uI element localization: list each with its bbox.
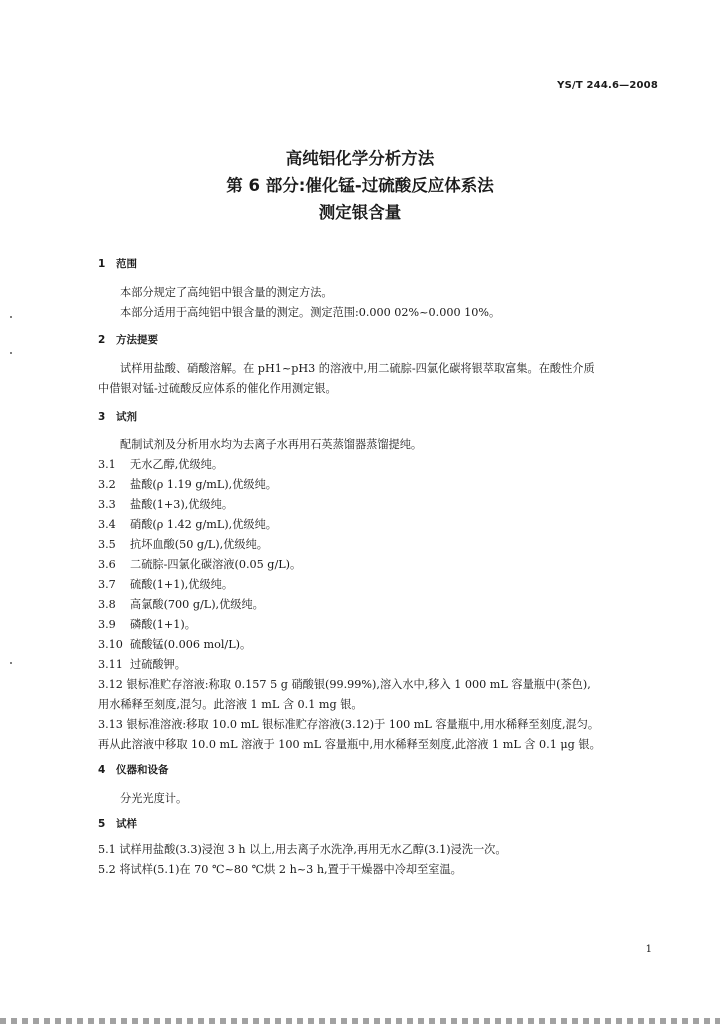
list-item [98, 618, 196, 632]
item-number: 3.8 [98, 598, 116, 611]
item-text: 高氯酸(700 g/L),优级纯。 [130, 598, 264, 611]
section-title: 仪器和设备 [116, 764, 169, 776]
list-item [98, 598, 264, 612]
section-1-heading [98, 257, 137, 271]
item-text: 盐酸(1+3),优级纯。 [130, 498, 234, 511]
item-text: 硫酸(1+1),优级纯。 [130, 578, 234, 591]
standard-code: YS/T 244.6—2008 [557, 80, 658, 91]
section-number: 2 [98, 334, 106, 346]
list-item [98, 578, 233, 592]
item-number: 3.6 [98, 558, 116, 571]
document-title-line3: 测定银含量 [318, 203, 402, 222]
list-item [98, 478, 277, 492]
paragraph: 分光光度计。 [120, 792, 188, 805]
section-number: 5 [98, 818, 106, 830]
list-item [98, 518, 277, 532]
item-number: 3.4 [98, 518, 116, 531]
document-title-line1: 高纯铝化学分析方法 [285, 149, 435, 168]
section-title: 试样 [116, 818, 137, 830]
list-item [98, 558, 301, 572]
item-number: 3.2 [98, 478, 116, 491]
scan-speck [10, 662, 12, 664]
section-title: 试剂 [116, 411, 137, 423]
list-item-5-1: 5.1 试样用盐酸(3.3)浸泡 3 h 以上,用去离子水洗净,再用无水乙醇(3.1)浸洗一次。 [98, 843, 507, 856]
item-number: 3.10 [98, 638, 123, 651]
section-number: 1 [98, 258, 106, 270]
list-item-3-13-continuation: 再从此溶液中移取 10.0 mL 溶液于 100 mL 容量瓶中,用水稀释至刻度,此溶液 1 mL 含 0.1 μg 银。 [98, 738, 601, 751]
section-title: 方法提要 [116, 334, 158, 346]
item-number: 3.5 [98, 538, 116, 551]
list-item [98, 538, 268, 552]
list-item [98, 638, 251, 652]
section-4-heading [98, 763, 169, 777]
section-5-heading [98, 817, 137, 831]
item-text: 硫酸锰(0.006 mol/L)。 [130, 638, 252, 651]
scan-edge-artifact [0, 1018, 720, 1024]
paragraph: 试样用盐酸、硝酸溶解。在 pH1~pH3 的溶液中,用二硫腙-四氯化碳将银萃取富集。在酸性介质 [120, 362, 595, 375]
list-item-5-2: 5.2 将试样(5.1)在 70 ℃~80 ℃烘 2 h~3 h,置于干燥器中冷却至室温。 [98, 863, 462, 876]
item-text: 抗坏血酸(50 g/L),优级纯。 [130, 538, 268, 551]
paragraph: 本部分规定了高纯铝中银含量的测定方法。 [120, 286, 333, 299]
paragraph: 配制试剂及分析用水均为去离子水再用石英蒸馏器蒸馏提纯。 [120, 438, 423, 451]
section-number: 3 [98, 411, 106, 423]
list-item [98, 498, 233, 512]
item-text: 磷酸(1+1)。 [130, 618, 196, 631]
item-number: 3.1 [98, 458, 116, 471]
item-number: 3.11 [98, 658, 123, 671]
item-number: 3.3 [98, 498, 116, 511]
item-text: 无水乙醇,优级纯。 [130, 458, 224, 471]
section-number: 4 [98, 764, 106, 776]
item-text: 过硫酸钾。 [130, 658, 186, 671]
page-number: 1 [645, 944, 652, 955]
section-2-heading [98, 333, 158, 347]
scan-speck [10, 352, 12, 354]
list-item-3-12-continuation: 用水稀释至刻度,混匀。此溶液 1 mL 含 0.1 mg 银。 [98, 698, 363, 711]
item-text: 盐酸(ρ 1.19 g/mL),优级纯。 [130, 478, 277, 491]
scan-speck [10, 316, 12, 318]
item-text: 二硫腙-四氯化碳溶液(0.05 g/L)。 [130, 558, 302, 571]
list-item-3-12: 3.12 银标准贮存溶液:称取 0.157 5 g 硝酸银(99.99%),溶入水中,移入 1 000 mL 容量瓶中(茶色), [98, 678, 591, 691]
paragraph-continuation: 中借银对锰-过硫酸反应体系的催化作用测定银。 [98, 382, 337, 395]
item-number: 3.9 [98, 618, 116, 631]
item-text: 硝酸(ρ 1.42 g/mL),优级纯。 [130, 518, 277, 531]
item-number: 3.7 [98, 578, 116, 591]
list-item [98, 458, 223, 472]
paragraph: 本部分适用于高纯铝中银含量的测定。测定范围:0.000 02%~0.000 10%。 [120, 306, 501, 319]
list-item [98, 658, 186, 672]
document-title-line2: 第 6 部分:催化锰-过硫酸反应体系法 [226, 176, 494, 195]
list-item-3-13: 3.13 银标准溶液:移取 10.0 mL 银标准贮存溶液(3.12)于 100 mL 容量瓶中,用水稀释至刻度,混匀。 [98, 718, 600, 731]
section-title: 范围 [116, 258, 137, 270]
section-3-heading [98, 410, 137, 424]
